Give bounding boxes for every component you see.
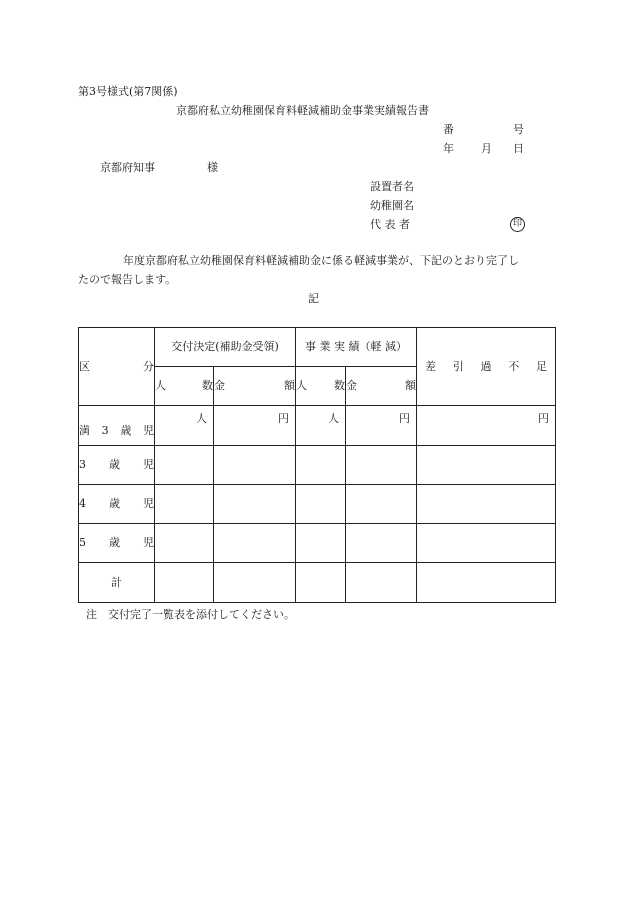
difference-cell: 円 — [417, 406, 556, 446]
total-label: 計 — [79, 563, 155, 603]
grant-amount-cell — [214, 446, 296, 485]
number-label: 番 — [443, 123, 454, 136]
footnote: 注 交付完了一覧表を添付してください。 — [86, 608, 295, 621]
row-label: 4 歳 児 — [79, 485, 155, 524]
grant-persons-cell — [155, 563, 214, 603]
actual-amount-header: 金 額 — [346, 367, 417, 406]
actual-amount-cell — [346, 524, 417, 563]
actual-header: 事 業 実 績（軽 減） — [296, 328, 417, 367]
table-row — [79, 524, 556, 563]
representative-label: 代 表 者 — [370, 218, 410, 231]
actual-persons-cell: 人 — [296, 406, 346, 446]
grant-persons-header: 人 数 — [155, 367, 214, 406]
actual-amount-cell — [346, 485, 417, 524]
grant-amount-cell — [214, 563, 296, 603]
seal-icon: 印 — [510, 216, 525, 232]
number-suffix: 号 — [513, 123, 524, 136]
month-label: 月 — [481, 142, 492, 155]
body-line-2: たので報告します。 — [78, 273, 177, 286]
grant-amount-header: 金 額 — [214, 367, 296, 406]
grant-amount-cell — [214, 485, 296, 524]
difference-cell — [417, 524, 556, 563]
year-label: 年 — [443, 142, 454, 155]
table-row — [79, 446, 556, 485]
actual-persons-cell — [296, 485, 346, 524]
grant-amount-cell: 円 — [214, 406, 296, 446]
grant-persons-cell: 人 — [155, 406, 214, 446]
addressee-name: 京都府知事 — [100, 161, 155, 174]
table-row — [79, 406, 556, 446]
body-line-1: 年度京都府私立幼稚園保育料軽減補助金に係る軽減事業が、下記のとおり完了し — [123, 254, 519, 267]
form-number: 第3号様式(第7関係) — [78, 85, 178, 98]
difference-header: 差 引 過 不 足 — [417, 328, 556, 406]
actual-persons-cell — [296, 524, 346, 563]
kindergarten-label: 幼稚園名 — [370, 199, 414, 212]
addressee-honorific: 様 — [207, 161, 218, 174]
actual-persons-cell — [296, 446, 346, 485]
grant-amount-cell — [214, 524, 296, 563]
difference-cell — [417, 485, 556, 524]
actual-amount-cell — [346, 563, 417, 603]
table-row — [79, 485, 556, 524]
row-label: 満 3 歳 児 — [79, 406, 155, 446]
grant-persons-cell — [155, 485, 214, 524]
actual-amount-cell — [346, 446, 417, 485]
document-title: 京都府私立幼稚園保育料軽減補助金事業実績報告書 — [176, 104, 429, 117]
row-label: 3 歳 児 — [79, 446, 155, 485]
actual-persons-header: 人 数 — [296, 367, 346, 406]
grant-persons-cell — [155, 524, 214, 563]
report-table — [78, 327, 556, 603]
grant-decision-header: 交付決定(補助金受領) — [155, 328, 296, 367]
row-label: 5 歳 児 — [79, 524, 155, 563]
difference-cell — [417, 563, 556, 603]
actual-persons-cell — [296, 563, 346, 603]
total-row — [79, 563, 556, 603]
day-label: 日 — [513, 142, 524, 155]
actual-amount-cell: 円 — [346, 406, 417, 446]
ki-heading: 記 — [308, 292, 319, 305]
category-header: 区 分 — [79, 328, 155, 406]
grant-persons-cell — [155, 446, 214, 485]
establisher-label: 設置者名 — [370, 180, 414, 193]
difference-cell — [417, 446, 556, 485]
